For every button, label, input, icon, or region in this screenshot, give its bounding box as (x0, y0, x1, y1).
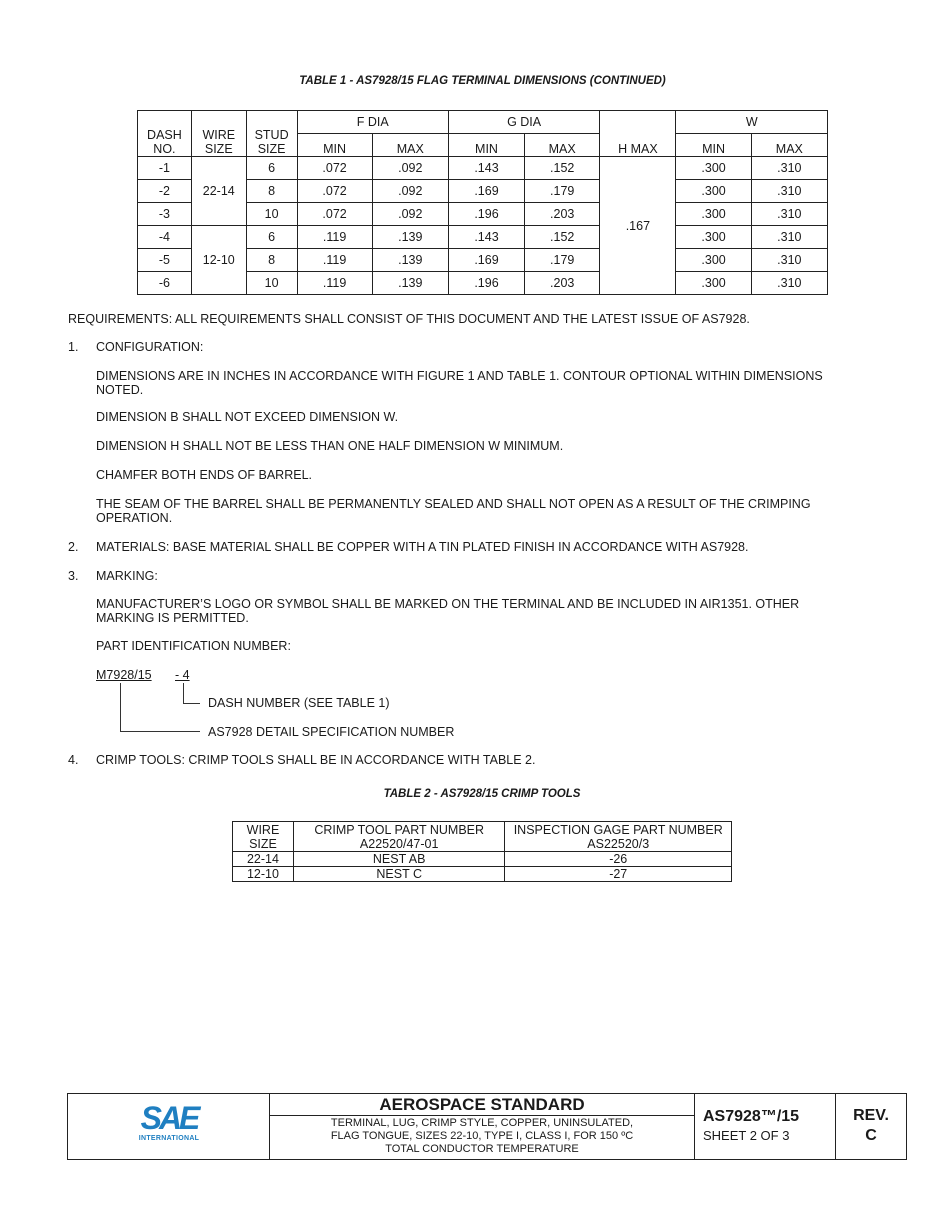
g-max-cell: .179 (525, 180, 600, 203)
g-min-cell: .143 (448, 157, 524, 180)
w-max-cell: .310 (751, 249, 827, 272)
header-stud-size: STUD SIZE (246, 111, 297, 157)
w-max-cell: .310 (751, 180, 827, 203)
gage-cell: -27 (505, 867, 732, 882)
g-max-cell: .152 (525, 226, 600, 249)
table-row (138, 157, 828, 180)
w-min-cell: .300 (676, 226, 751, 249)
requirements-text: REQUIREMENTS: ALL REQUIREMENTS SHALL CONSIST OF THIS DOCUMENT AND THE LATEST ISSUE OF AS7928. (68, 312, 750, 326)
f-max-cell: .139 (372, 249, 448, 272)
header-min: MIN (676, 134, 751, 157)
section1-paragraph: DIMENSION H SHALL NOT BE LESS THAN ONE HALF DIMENSION W MINIMUM. (96, 439, 564, 453)
section1-paragraph: THE SEAM OF THE BARREL SHALL BE PERMANENTLY SEALED AND SHALL NOT OPEN AS A RESULT OF THE CRIMPING OPERATION. (96, 497, 811, 525)
section3-paragraph: MANUFACTURER’S LOGO OR SYMBOL SHALL BE MARKED ON THE TERMINAL AND BE INCLUDED IN AIR1351. OTHER MARKING IS PERMITTED. (96, 597, 800, 625)
spec-callout-label: AS7928 DETAIL SPECIFICATION NUMBER (208, 725, 455, 739)
f-max-cell: .092 (372, 157, 448, 180)
header-min: MIN (448, 134, 524, 157)
section1-paragraph: CHAMFER BOTH ENDS OF BARREL. (96, 468, 312, 482)
section1-paragraph: DIMENSION B SHALL NOT EXCEED DIMENSION W. (96, 410, 399, 424)
w-min-cell: .300 (676, 180, 751, 203)
table1-caption: TABLE 1 - AS7928/15 FLAG TERMINAL DIMENSIONS (CONTINUED) (299, 75, 666, 87)
crimp-cell: NEST C (293, 867, 505, 882)
crimp-cell: NEST AB (293, 852, 505, 867)
header-g-dia: G DIA (448, 111, 599, 134)
f-min-cell: .072 (297, 180, 372, 203)
g-max-cell: .179 (525, 249, 600, 272)
sae-logo-sub: INTERNATIONAL (138, 1135, 200, 1142)
stud-cell: 10 (246, 203, 297, 226)
section1-title: CONFIGURATION: (96, 340, 204, 354)
header-w: W (676, 111, 828, 134)
g-min-cell: .143 (448, 226, 524, 249)
header-crimp-tool: CRIMP TOOL PART NUMBER A22520/47-01 (293, 822, 505, 852)
header-inspection-gage: INSPECTION GAGE PART NUMBER AS22520/3 (505, 822, 732, 852)
stud-cell: 6 (246, 226, 297, 249)
section4-number: 4. (68, 753, 79, 767)
stud-cell: 8 (246, 249, 297, 272)
header-min: MIN (297, 134, 372, 157)
header-dash-no: DASH NO. (138, 111, 192, 157)
h-max-cell: .167 (600, 157, 676, 295)
g-max-cell: .203 (525, 203, 600, 226)
wire-cell: 22-14 (233, 852, 294, 867)
part-number-dash: - 4 (175, 668, 190, 682)
f-max-cell: .139 (372, 226, 448, 249)
dash-cell: -2 (138, 180, 192, 203)
section4-text: CRIMP TOOLS: CRIMP TOOLS SHALL BE IN ACCORDANCE WITH TABLE 2. (96, 753, 536, 767)
header-max: MAX (751, 134, 827, 157)
w-max-cell: .310 (751, 272, 827, 295)
dash-callout-line (183, 703, 200, 704)
table2 (232, 821, 732, 882)
section1-paragraph: DIMENSIONS ARE IN INCHES IN ACCORDANCE WITH FIGURE 1 AND TABLE 1. CONTOUR OPTIONAL WITHIN DIMENSIONS NOTED. (96, 369, 823, 397)
w-min-cell: .300 (676, 157, 751, 180)
dash-cell: -3 (138, 203, 192, 226)
dash-cell: -4 (138, 226, 192, 249)
document-description (270, 1117, 694, 1156)
header-f-dia: F DIA (297, 111, 448, 134)
wire-cell: 12-10 (233, 867, 294, 882)
table1 (137, 110, 828, 295)
header-h-max: H MAX (600, 111, 676, 157)
wire-size-cell: 22-14 (191, 157, 246, 226)
f-max-cell: .139 (372, 272, 448, 295)
stud-cell: 10 (246, 272, 297, 295)
part-number-base: M7928/15 (96, 668, 152, 682)
footer-title-cell (270, 1094, 695, 1159)
standard-title: AEROSPACE STANDARD (270, 1094, 694, 1116)
description-line: TERMINAL, LUG, CRIMP STYLE, COPPER, UNINSULATED, (330, 1117, 634, 1129)
f-min-cell: .119 (297, 249, 372, 272)
description-line: FLAG TONGUE, SIZES 22-10, TYPE I, CLASS I, FOR 150 ºC (330, 1130, 634, 1142)
w-min-cell: .300 (676, 249, 751, 272)
section3-title: MARKING: (96, 569, 158, 583)
g-min-cell: .196 (448, 203, 524, 226)
g-min-cell: .169 (448, 249, 524, 272)
dash-callout-line (183, 683, 184, 704)
g-max-cell: .152 (525, 157, 600, 180)
section3-number: 3. (68, 569, 79, 583)
stud-cell: 6 (246, 157, 297, 180)
header-wire-size: WIRE SIZE (191, 111, 246, 157)
w-min-cell: .300 (676, 272, 751, 295)
sae-logo (136, 1102, 202, 1144)
dash-callout-label: DASH NUMBER (SEE TABLE 1) (208, 696, 390, 710)
section2-text: MATERIALS: BASE MATERIAL SHALL BE COPPER WITH A TIN PLATED FINISH IN ACCORDANCE WITH AS7928. (96, 540, 749, 554)
g-max-cell: .203 (525, 272, 600, 295)
sae-logo-mark: SAE (140, 1100, 198, 1136)
stud-cell: 8 (246, 180, 297, 203)
header-max: MAX (525, 134, 600, 157)
table-row (233, 852, 732, 867)
rev-label: REV. (853, 1107, 889, 1124)
dash-cell: -6 (138, 272, 192, 295)
f-max-cell: .092 (372, 180, 448, 203)
wire-size-cell: 12-10 (191, 226, 246, 295)
dash-cell: -5 (138, 249, 192, 272)
header-wire-size: WIRE SIZE (233, 822, 294, 852)
document-number: AS7928™/15 (703, 1108, 800, 1125)
f-min-cell: .119 (297, 226, 372, 249)
g-min-cell: .169 (448, 180, 524, 203)
dash-cell: -1 (138, 157, 192, 180)
footer-rev-cell (836, 1094, 906, 1159)
f-min-cell: .072 (297, 157, 372, 180)
table-row (233, 867, 732, 882)
rev-value: C (865, 1127, 877, 1144)
table-row (138, 226, 828, 249)
f-min-cell: .119 (297, 272, 372, 295)
section1-number: 1. (68, 340, 79, 354)
f-max-cell: .092 (372, 203, 448, 226)
footer-docnum-cell (695, 1094, 836, 1159)
w-max-cell: .310 (751, 157, 827, 180)
header-max: MAX (372, 134, 448, 157)
footer-title-block (67, 1093, 907, 1160)
section2-number: 2. (68, 540, 79, 554)
table2-caption: TABLE 2 - AS7928/15 CRIMP TOOLS (383, 788, 581, 800)
gage-cell: -26 (505, 852, 732, 867)
w-max-cell: .310 (751, 226, 827, 249)
sheet-number: SHEET 2 OF 3 (703, 1128, 790, 1143)
part-id-label: PART IDENTIFICATION NUMBER: (96, 639, 291, 653)
f-min-cell: .072 (297, 203, 372, 226)
footer-logo-cell (68, 1094, 270, 1159)
spec-callout-line (120, 683, 121, 732)
w-max-cell: .310 (751, 203, 827, 226)
spec-callout-line (120, 731, 200, 732)
w-min-cell: .300 (676, 203, 751, 226)
description-line: TOTAL CONDUCTOR TEMPERATURE (385, 1143, 579, 1155)
g-min-cell: .196 (448, 272, 524, 295)
